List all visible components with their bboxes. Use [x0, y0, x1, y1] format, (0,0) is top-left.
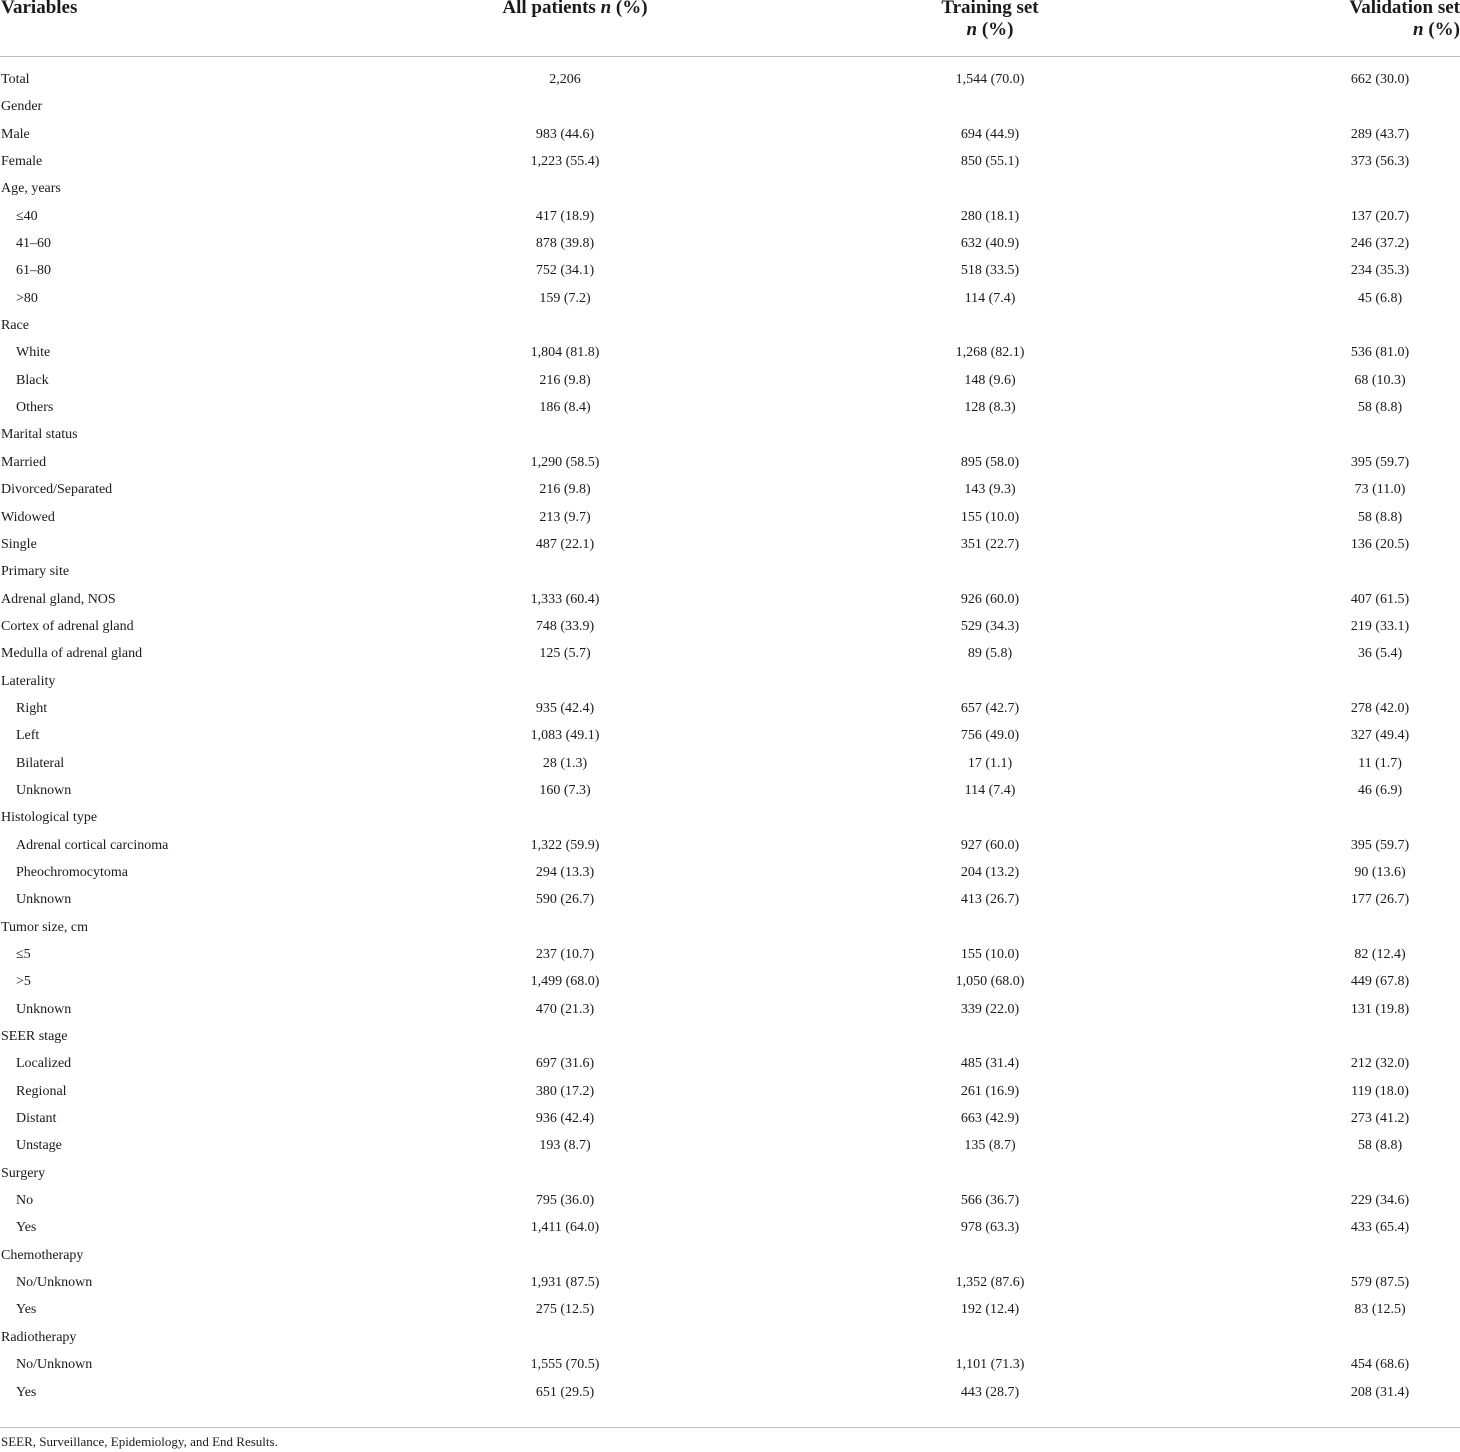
- cell-all-patients: 1,555 (70.5): [530, 1357, 600, 1373]
- table-row: [0, 1242, 1460, 1269]
- table-footnote: SEER, Surveillance, Epidemiology, and End Results.: [1, 1434, 278, 1449]
- row-label: >5: [16, 974, 31, 990]
- cell-training-set: 694 (44.9): [960, 126, 1020, 142]
- table-row: [0, 1324, 1460, 1351]
- cell-all-patients: 125 (5.7): [539, 646, 591, 662]
- row-label: Divorced/Separated: [1, 482, 113, 498]
- cell-all-patients: 160 (7.3): [539, 782, 591, 798]
- cell-training-set: 1,352 (87.6): [955, 1275, 1025, 1291]
- cell-validation-set: 46 (6.9): [1357, 782, 1403, 798]
- header-all-patients-pct: (%): [611, 0, 648, 18]
- table-row: [0, 339, 1460, 366]
- cell-validation-set: 219 (33.1): [1350, 618, 1410, 634]
- cell-all-patients: 1,322 (59.9): [530, 837, 600, 853]
- cell-all-patients: 748 (33.9): [535, 618, 595, 634]
- table-row: [0, 175, 1460, 202]
- table-row: [0, 1269, 1460, 1296]
- cell-training-set: 1,050 (68.0): [955, 974, 1025, 990]
- row-label: Female: [1, 154, 43, 170]
- cell-all-patients: 935 (42.4): [535, 700, 595, 716]
- cell-validation-set: 662 (30.0): [1350, 72, 1410, 87]
- table-row: [0, 722, 1460, 749]
- cell-all-patients: 294 (13.3): [535, 864, 595, 880]
- table-row: [0, 1023, 1460, 1050]
- header-validation-set-n: n: [1413, 19, 1424, 40]
- row-label: Histological type: [1, 810, 98, 826]
- row-label: Cortex of adrenal gland: [1, 618, 134, 634]
- header-validation-set-unit: [1240, 19, 1460, 41]
- cell-validation-set: 536 (81.0): [1350, 345, 1410, 361]
- table-row: [0, 1132, 1460, 1159]
- table-row: [0, 285, 1460, 312]
- table-row: [0, 1160, 1460, 1187]
- table-row: [0, 695, 1460, 722]
- cell-all-patients: 216 (9.8): [539, 482, 591, 498]
- cell-all-patients: 186 (8.4): [539, 400, 591, 416]
- cell-all-patients: 590 (26.7): [535, 892, 595, 908]
- header-training-set-unit: [860, 19, 1120, 41]
- cell-all-patients: 1,083 (49.1): [530, 728, 600, 744]
- header-all-patients-label: All patients: [502, 0, 601, 18]
- row-label: White: [16, 345, 51, 361]
- cell-validation-set: 234 (35.3): [1350, 263, 1410, 279]
- cell-validation-set: 58 (8.8): [1357, 1138, 1403, 1154]
- cell-training-set: 485 (31.4): [960, 1056, 1020, 1072]
- cell-all-patients: 1,411 (64.0): [530, 1220, 600, 1236]
- cell-training-set: 632 (40.9): [960, 236, 1020, 252]
- row-label: Laterality: [1, 673, 56, 689]
- table-row: [0, 777, 1460, 804]
- cell-validation-set: 45 (6.8): [1357, 290, 1403, 306]
- table-header: [0, 0, 1460, 57]
- row-label: Married: [1, 454, 47, 470]
- row-label: 61–80: [16, 263, 51, 279]
- cell-validation-set: 454 (68.6): [1350, 1357, 1410, 1373]
- cell-validation-set: 90 (13.6): [1354, 864, 1406, 880]
- cell-validation-set: 58 (8.8): [1357, 400, 1403, 416]
- cell-training-set: 135 (8.7): [964, 1138, 1016, 1154]
- row-label: Gender: [1, 99, 43, 115]
- header-all-patients: [440, 0, 710, 19]
- table-row: [0, 914, 1460, 941]
- table-row: [0, 558, 1460, 585]
- cell-validation-set: 229 (34.6): [1350, 1193, 1410, 1209]
- table-row: [0, 531, 1460, 558]
- cell-all-patients: 795 (36.0): [535, 1193, 595, 1209]
- cell-training-set: 1,544 (70.0): [955, 72, 1025, 87]
- cell-validation-set: 212 (32.0): [1350, 1056, 1410, 1072]
- table-row: [0, 750, 1460, 777]
- cell-validation-set: 119 (18.0): [1351, 1083, 1409, 1099]
- cell-validation-set: 11 (1.7): [1358, 755, 1402, 771]
- cell-validation-set: 278 (42.0): [1350, 700, 1410, 716]
- row-label: Regional: [16, 1083, 67, 1099]
- cell-training-set: 155 (10.0): [960, 947, 1020, 962]
- table-row: [0, 1050, 1460, 1077]
- table-bottom-rule: [0, 1427, 1460, 1428]
- row-label: Yes: [16, 1302, 37, 1318]
- cell-validation-set: 137 (20.7): [1350, 208, 1410, 224]
- table-body: [0, 66, 1460, 1406]
- row-label: Primary site: [1, 564, 70, 580]
- row-label: Adrenal gland, NOS: [1, 591, 116, 607]
- header-validation-set-pct: (%): [1423, 19, 1460, 40]
- cell-all-patients: 1,931 (87.5): [530, 1275, 600, 1291]
- cell-all-patients: 417 (18.9): [535, 208, 595, 224]
- cell-training-set: 114 (7.4): [964, 290, 1016, 306]
- cell-training-set: 518 (33.5): [960, 263, 1020, 279]
- cell-validation-set: 395 (59.7): [1350, 837, 1410, 853]
- header-variables: Variables: [1, 0, 78, 18]
- cell-training-set: 192 (12.4): [960, 1302, 1020, 1318]
- table-row: [0, 996, 1460, 1023]
- row-label: Pheochromocytoma: [16, 864, 128, 880]
- cell-validation-set: 579 (87.5): [1350, 1275, 1410, 1291]
- table-row: [0, 1214, 1460, 1241]
- table-row: [0, 257, 1460, 284]
- row-label: Male: [1, 126, 30, 142]
- table-row: [0, 1105, 1460, 1132]
- row-label: Black: [16, 372, 49, 388]
- table-row: [0, 367, 1460, 394]
- cell-validation-set: 373 (56.3): [1350, 154, 1410, 170]
- table-row: [0, 859, 1460, 886]
- header-training-set-pct: (%): [977, 19, 1014, 40]
- cell-training-set: 529 (34.3): [960, 618, 1020, 634]
- row-label: >80: [16, 290, 38, 306]
- row-label: No: [16, 1193, 34, 1209]
- cell-validation-set: 289 (43.7): [1350, 126, 1410, 142]
- cell-validation-set: 68 (10.3): [1354, 372, 1406, 388]
- table-row: [0, 613, 1460, 640]
- cell-validation-set: 208 (31.4): [1350, 1384, 1410, 1400]
- table-row: [0, 394, 1460, 421]
- cell-validation-set: 136 (20.5): [1350, 536, 1410, 552]
- row-label: No/Unknown: [16, 1357, 93, 1373]
- table-row: [0, 1187, 1460, 1214]
- cell-all-patients: 878 (39.8): [535, 236, 595, 252]
- cell-all-patients: 1,499 (68.0): [530, 974, 600, 990]
- cell-training-set: 756 (49.0): [960, 728, 1020, 744]
- table-row: [0, 832, 1460, 859]
- row-label: Total: [1, 72, 30, 87]
- cell-training-set: 663 (42.9): [960, 1111, 1020, 1127]
- cell-training-set: 339 (22.0): [960, 1001, 1020, 1017]
- cell-all-patients: 237 (10.7): [535, 947, 595, 962]
- table-row: [0, 421, 1460, 448]
- cell-training-set: 89 (5.8): [967, 646, 1013, 662]
- cell-training-set: 351 (22.7): [960, 536, 1020, 552]
- cell-validation-set: 73 (11.0): [1354, 482, 1406, 498]
- cell-validation-set: 83 (12.5): [1354, 1302, 1406, 1318]
- cell-validation-set: 246 (37.2): [1350, 236, 1410, 252]
- cell-all-patients: 213 (9.7): [539, 509, 591, 525]
- header-training-set: [860, 0, 1120, 41]
- table-row: [0, 93, 1460, 120]
- cell-all-patients: 275 (12.5): [535, 1302, 595, 1318]
- row-label: Tumor size, cm: [1, 919, 88, 935]
- cell-all-patients: 752 (34.1): [535, 263, 595, 279]
- table-row: [0, 312, 1460, 339]
- cell-training-set: 566 (36.7): [960, 1193, 1020, 1209]
- row-label: Others: [16, 400, 54, 416]
- row-label: Widowed: [1, 509, 55, 525]
- table-row: [0, 203, 1460, 230]
- cell-all-patients: 1,333 (60.4): [530, 591, 600, 607]
- table-row: [0, 886, 1460, 913]
- header-validation-set-label: Validation set: [1349, 0, 1460, 18]
- table-row: [0, 148, 1460, 175]
- row-label: 41–60: [16, 236, 51, 252]
- row-label: Medulla of adrenal gland: [1, 646, 143, 662]
- cell-training-set: 926 (60.0): [960, 591, 1020, 607]
- cell-training-set: 148 (9.6): [964, 372, 1016, 388]
- row-label: Radiotherapy: [1, 1329, 77, 1345]
- cell-validation-set: 449 (67.8): [1350, 974, 1410, 990]
- cell-training-set: 850 (55.1): [960, 154, 1020, 170]
- table-row: [0, 476, 1460, 503]
- cell-validation-set: 395 (59.7): [1350, 454, 1410, 470]
- cell-all-patients: 1,804 (81.8): [530, 345, 600, 361]
- row-label: Unknown: [16, 782, 72, 798]
- table-row: [0, 121, 1460, 148]
- row-label: ≤40: [16, 208, 38, 224]
- table-row: [0, 668, 1460, 695]
- cell-all-patients: 380 (17.2): [535, 1083, 595, 1099]
- table-row: [0, 1078, 1460, 1105]
- cell-training-set: 978 (63.3): [960, 1220, 1020, 1236]
- row-label: Unknown: [16, 1001, 72, 1017]
- cell-validation-set: 36 (5.4): [1357, 646, 1403, 662]
- row-label: ≤5: [16, 947, 31, 962]
- header-validation-set: [1240, 0, 1460, 41]
- row-label: Localized: [16, 1056, 72, 1072]
- table-row: [0, 804, 1460, 831]
- cell-training-set: 657 (42.7): [960, 700, 1020, 716]
- row-label: Left: [16, 728, 40, 744]
- cell-training-set: 927 (60.0): [960, 837, 1020, 853]
- row-label: Chemotherapy: [1, 1247, 84, 1263]
- cell-validation-set: 433 (65.4): [1350, 1220, 1410, 1236]
- cell-training-set: 114 (7.4): [964, 782, 1016, 798]
- row-label: Yes: [16, 1220, 37, 1236]
- cell-validation-set: 177 (26.7): [1350, 892, 1410, 908]
- row-label: Right: [16, 700, 48, 716]
- table-row: [0, 1379, 1460, 1406]
- cell-training-set: 128 (8.3): [964, 400, 1016, 416]
- cell-validation-set: 273 (41.2): [1350, 1111, 1410, 1127]
- table-row: [0, 66, 1460, 93]
- cell-training-set: 443 (28.7): [960, 1384, 1020, 1400]
- cell-all-patients: 28 (1.3): [542, 755, 588, 771]
- cell-training-set: 261 (16.9): [960, 1083, 1020, 1099]
- row-label: SEER stage: [1, 1029, 68, 1045]
- cell-training-set: 17 (1.1): [967, 755, 1013, 771]
- header-training-set-label: Training set: [941, 0, 1039, 18]
- cell-all-patients: 159 (7.2): [539, 290, 591, 306]
- table-row: [0, 968, 1460, 995]
- table-row: [0, 941, 1460, 968]
- row-label: Unknown: [16, 892, 72, 908]
- header-all-patients-n: n: [600, 0, 612, 18]
- cell-all-patients: 2,206: [549, 72, 581, 87]
- cell-training-set: 413 (26.7): [960, 892, 1020, 908]
- row-label: Marital status: [1, 427, 78, 443]
- table-row: [0, 230, 1460, 257]
- table-row: [0, 504, 1460, 531]
- cell-all-patients: 193 (8.7): [539, 1138, 591, 1154]
- cell-all-patients: 1,223 (55.4): [530, 154, 600, 170]
- cell-validation-set: 327 (49.4): [1350, 728, 1410, 744]
- cell-all-patients: 487 (22.1): [535, 536, 595, 552]
- cell-all-patients: 470 (21.3): [535, 1001, 595, 1017]
- table-row: [0, 449, 1460, 476]
- row-label: Yes: [16, 1384, 37, 1400]
- cell-training-set: 143 (9.3): [964, 482, 1016, 498]
- row-label: Single: [1, 536, 37, 552]
- row-label: Race: [1, 318, 29, 334]
- row-label: Age, years: [1, 181, 61, 197]
- row-label: Adrenal cortical carcinoma: [16, 837, 169, 853]
- cell-validation-set: 82 (12.4): [1354, 947, 1406, 962]
- row-label: Surgery: [1, 1165, 46, 1181]
- cell-training-set: 1,268 (82.1): [955, 345, 1025, 361]
- cell-all-patients: 936 (42.4): [535, 1111, 595, 1127]
- table-row: [0, 1296, 1460, 1323]
- cell-training-set: 1,101 (71.3): [955, 1357, 1025, 1373]
- row-label: Unstage: [16, 1138, 62, 1154]
- row-label: Bilateral: [16, 755, 65, 771]
- cell-training-set: 895 (58.0): [960, 454, 1020, 470]
- cell-all-patients: 983 (44.6): [535, 126, 595, 142]
- table-row: [0, 1351, 1460, 1378]
- table-row: [0, 586, 1460, 613]
- cell-all-patients: 1,290 (58.5): [530, 454, 600, 470]
- cell-training-set: 155 (10.0): [960, 509, 1020, 525]
- cell-validation-set: 407 (61.5): [1350, 591, 1410, 607]
- row-label: No/Unknown: [16, 1275, 93, 1291]
- cell-all-patients: 216 (9.8): [539, 372, 591, 388]
- cell-all-patients: 697 (31.6): [535, 1056, 595, 1072]
- cell-training-set: 204 (13.2): [960, 864, 1020, 880]
- cell-all-patients: 651 (29.5): [535, 1384, 595, 1400]
- row-label: Distant: [16, 1111, 57, 1127]
- cell-validation-set: 131 (19.8): [1350, 1001, 1410, 1017]
- table-row: [0, 640, 1460, 667]
- cell-training-set: 280 (18.1): [960, 208, 1020, 224]
- cell-validation-set: 58 (8.8): [1357, 509, 1403, 525]
- header-training-set-n: n: [966, 19, 978, 40]
